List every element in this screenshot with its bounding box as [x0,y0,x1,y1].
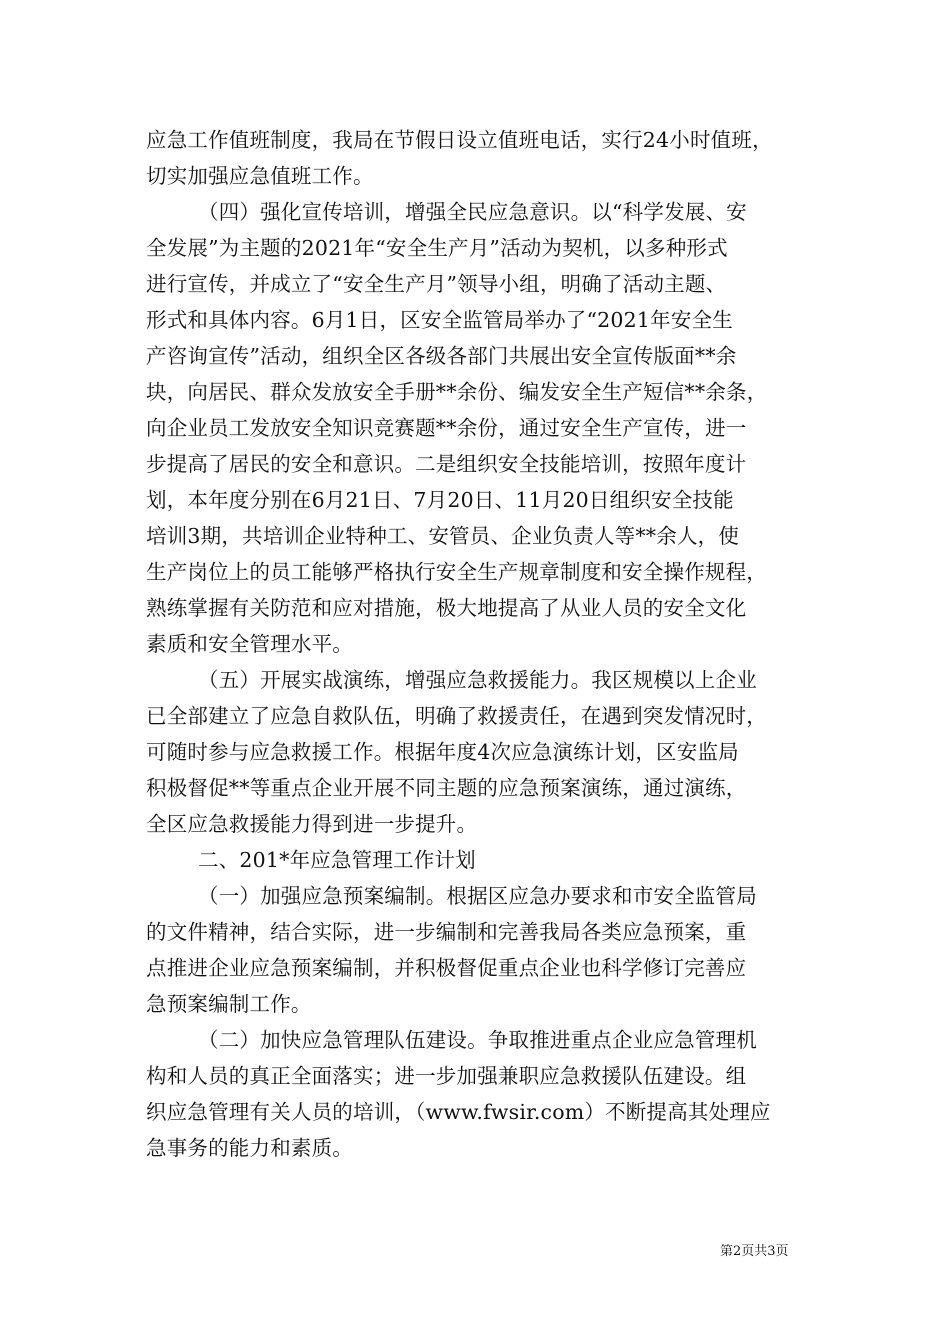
text-line: 积极督促**等重点企业开展不同主题的应急预案演练，通过演练， [146,776,747,800]
text-line: 熟练掌握有关防范和应对措施，极大地提高了从业人员的安全文化 [146,596,747,620]
text-line: 已全部建立了应急自救队伍，明确了救援责任，在遇到突发情况时， [146,704,767,728]
text-line: 进行宣传，并成立了“安全生产月”领导小组，明确了活动主题、 [146,272,727,296]
text-line: 步提高了居民的安全和意识。二是组织安全技能培训，按照年度计 [146,452,747,476]
text-line: 块，向居民、群众发放安全手册**余份、编发安全生产短信**余条， [146,380,768,404]
text-line: 点推进企业应急预案编制，并积极督促重点企业也科学修订完善应 [146,956,747,980]
text-line: 应急工作值班制度，我局在节假日设立值班电话，实行24小时值班， [146,128,773,152]
page-number-footer: 第2页共3页 [720,1244,789,1259]
text-line: 的文件精神，结合实际，进一步编制和完善我局各类应急预案，重 [146,920,747,944]
text-line: 构和人员的真正全面落实；进一步加强兼职应急救援队伍建设。组 [146,1064,747,1088]
text-line: 全区应急救援能力得到进一步提升。 [146,812,478,836]
text-line: 全发展”为主题的2021年“安全生产月”活动为契机，以多种形式 [146,236,728,260]
text-line: 织应急管理有关人员的培训，（www.fwsir.com）不断提高其处理应 [146,1100,771,1124]
section-heading-4: （四）强化宣传培训，增强全民应急意识。以“科学发展、安 [198,200,747,224]
text-line: 生产岗位上的员工能够严格执行安全生产规章制度和安全操作规程， [146,560,767,584]
text-line: 急事务的能力和素质。 [146,1136,353,1160]
text-line: 素质和安全管理水平。 [146,632,353,656]
section-heading-1: （一）加强应急预案编制。根据区应急办要求和市安全监管局 [198,884,757,908]
section-heading-2: （二）加快应急管理队伍建设。争取推进重点企业应急管理机 [198,1028,757,1052]
text-line: 形式和具体内容。6月1日，区安全监管局举办了“2021年安全生 [146,308,733,332]
text-line: 培训3期，共培训企业特种工、安管员、企业负责人等**余人，使 [146,524,740,548]
text-line: 划，本年度分别在6月21日、7月20日、11月20日组织安全技能 [146,488,734,512]
document-body [146,122,820,1166]
text-line: 急预案编制工作。 [146,992,312,1016]
text-line: 切实加强应急值班工作。 [146,164,374,188]
text-line: 可随时参与应急救援工作。根据年度4次应急演练计划，区安监局 [146,740,739,764]
text-line: 产咨询宣传”活动，组织全区各级各部门共展出安全宣传版面**余 [146,344,737,368]
section-heading-5: （五）开展实战演练，增强应急救援能力。我区规模以上企业 [198,668,757,692]
text-line: 向企业员工发放安全知识竞赛题**余份，通过安全生产宣传，进一 [146,416,747,440]
section-title-plan: 二、201*年应急管理工作计划 [198,848,476,872]
